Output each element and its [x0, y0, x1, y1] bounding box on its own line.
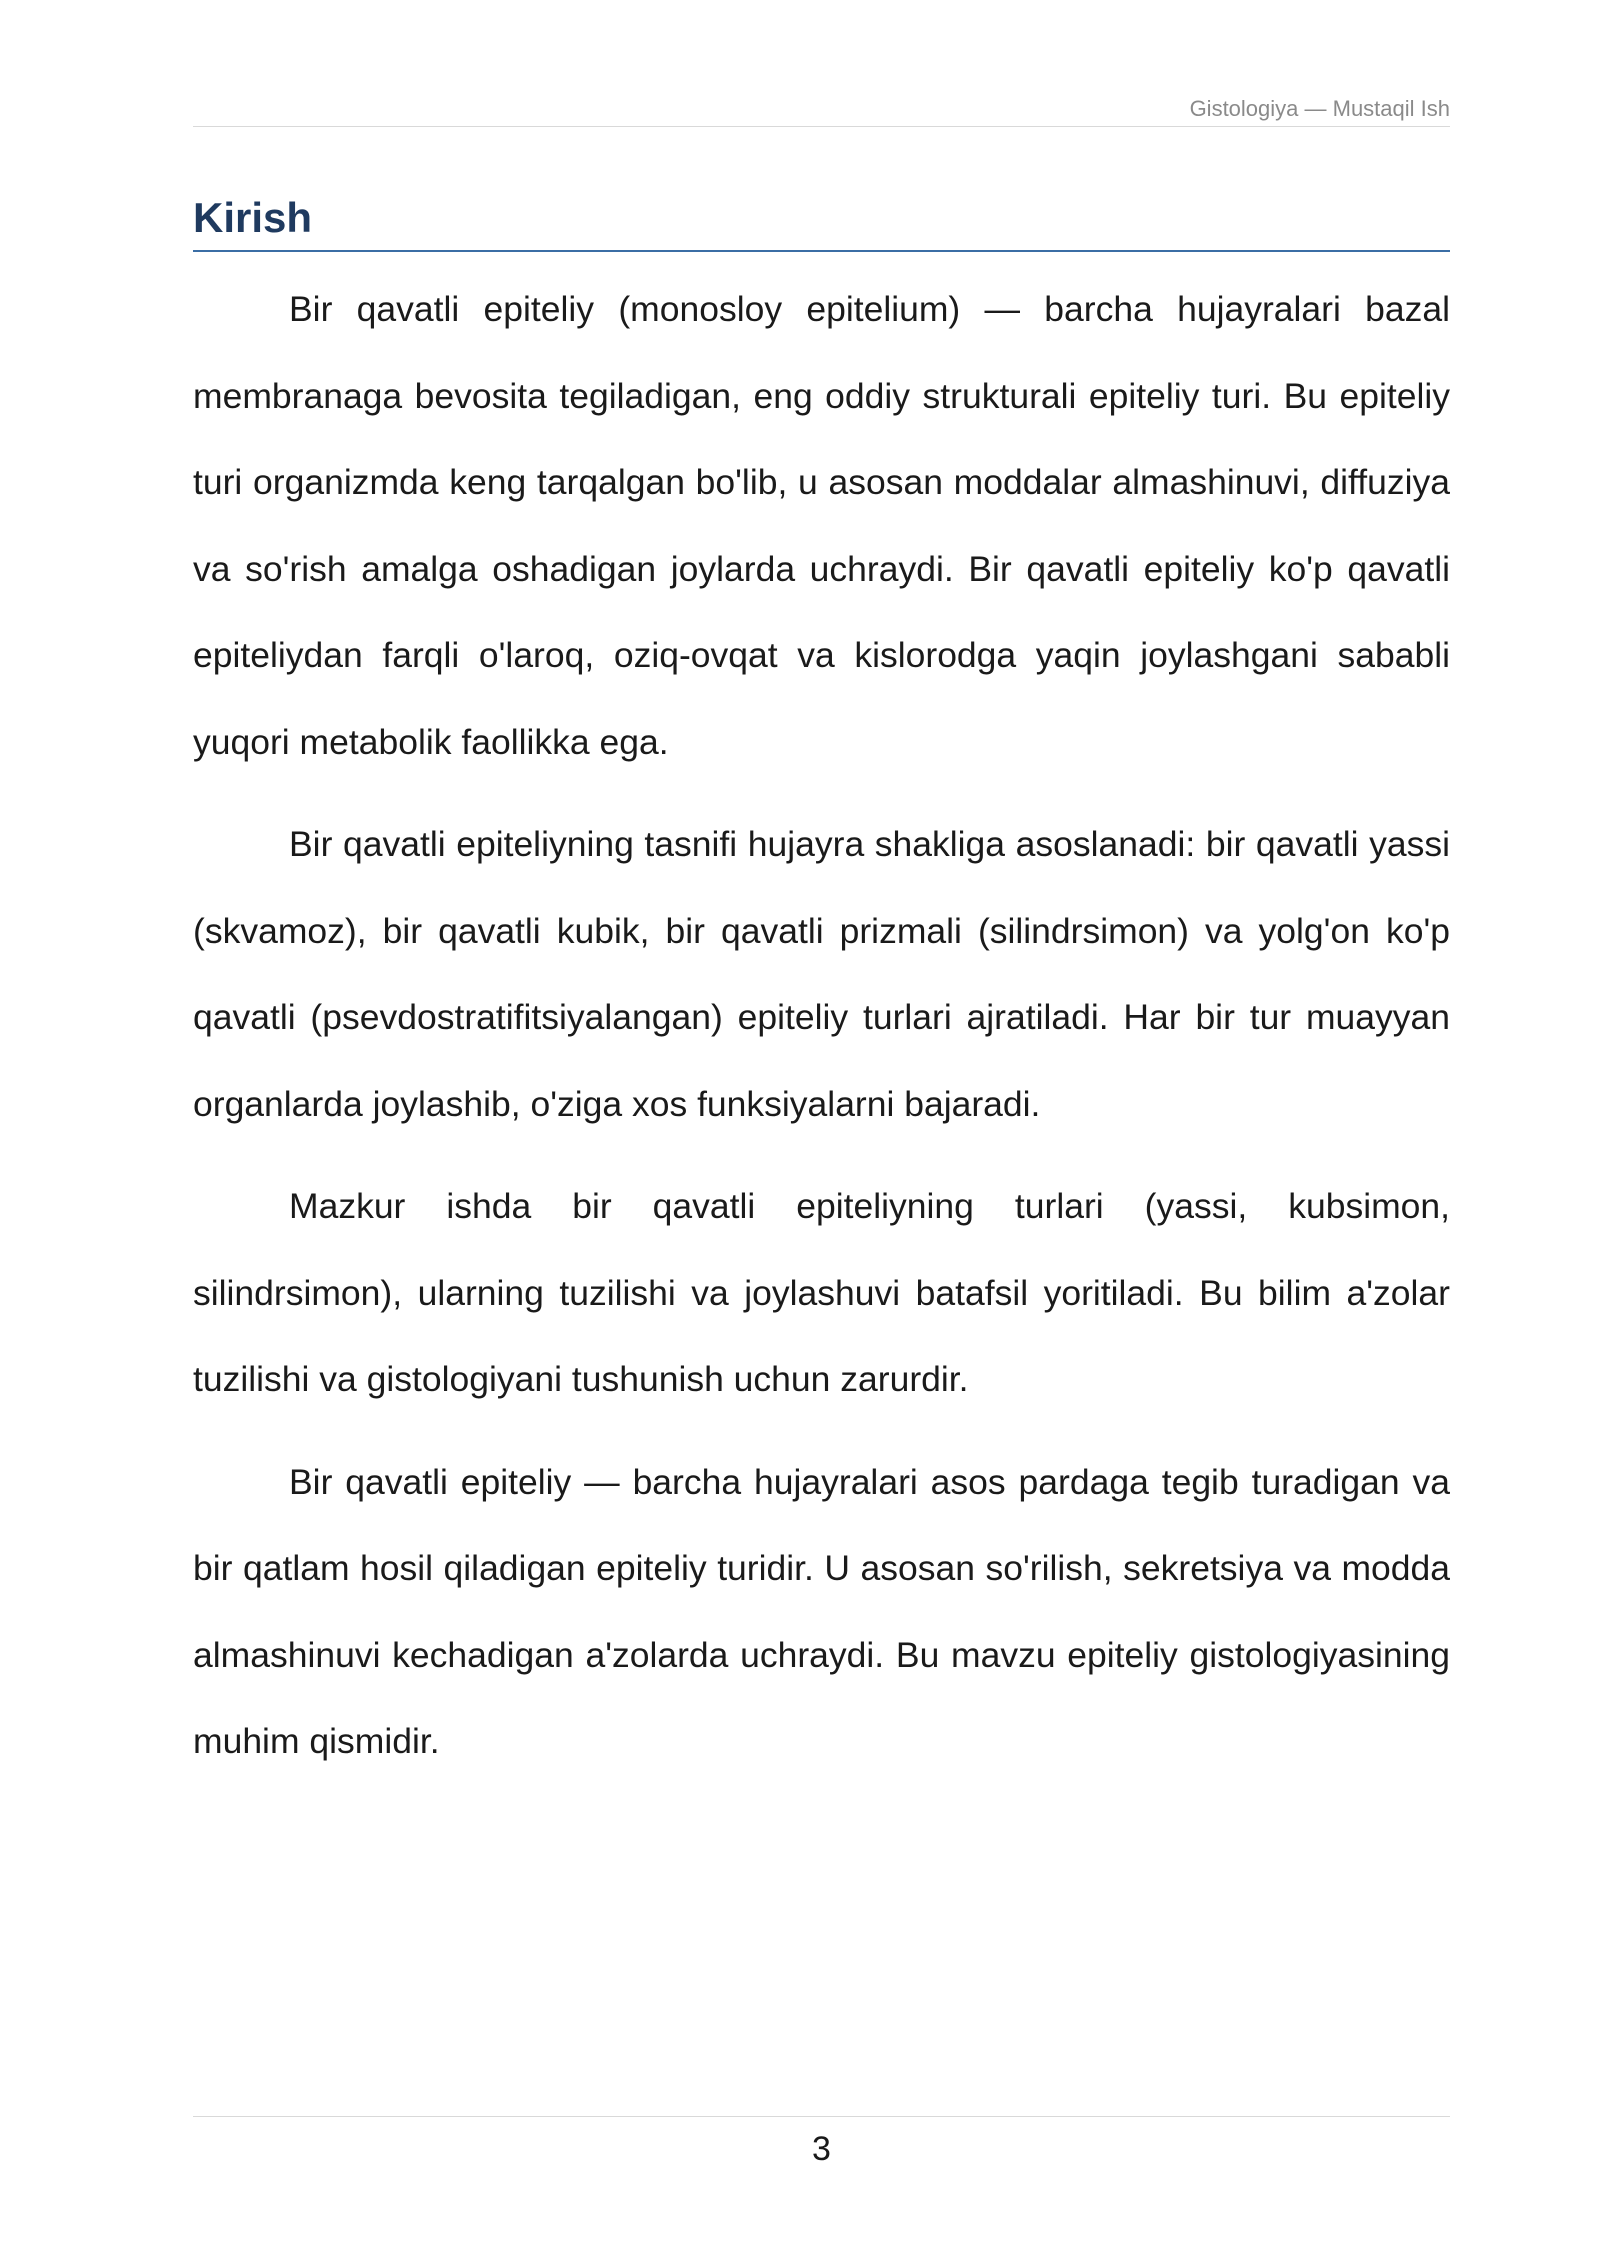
paragraph-4: Bir qavatli epiteliy — barcha hujayralari asos pardaga tegib turadigan va bir qatlam hosil qiladigan epiteliy turidir. U asosan so'rilish, sekretsiya va modda almashinuvi kechadigan a'zolarda uchraydi. Bu mavzu epiteliy gistologiyasining muhim qismidir. [193, 1461, 1450, 1761]
paragraph-2: Bir qavatli epiteliyning tasnifi hujayra shakliga asoslanadi: bir qavatli yassi (skvamoz), bir qavatli kubik, bir qavatli prizmali (silindrsimon) va yolg'on ko'p qavatli (psevdostratifitsiyalangan) epiteliy turlari ajratiladi. Har bir tur muayyan organlarda joylashib, o'ziga xos funksiyalarni bajaradi. [193, 824, 1450, 1124]
paragraph-1: Bir qavatli epiteliy (monosloy epitelium) — barcha hujayralari bazal membranaga bevosita tegiladigan, eng oddiy strukturali epiteliy turi. Bu epiteliy turi organizmda keng tarqalgan bo'lib, u asosan moddalar almashinuvi, diffuziya va so'rish amalga oshadigan joylarda uchraydi. Bir qavatli epiteliy ko'p qavatli epiteliydan farqli o'laroq, oziq-ovqat va kislorodga yaqin joylashgani sababli yuqori metabolik faollikka ega. [193, 289, 1450, 762]
body-text [193, 266, 1450, 1801]
section-title: Kirish [193, 190, 1450, 252]
page-number: 3 [193, 2116, 1450, 2171]
paragraph-3: Mazkur ishda bir qavatli epiteliyning turlari (yassi, kubsimon, silindrsimon), ularning tuzilishi va joylashuvi batafsil yoritiladi. Bu bilim a'zolar tuzilishi va gistologiyani tushunish uchun zarurdir. [193, 1186, 1450, 1399]
running-header: Gistologiya — Mustaqil Ish [193, 92, 1450, 127]
